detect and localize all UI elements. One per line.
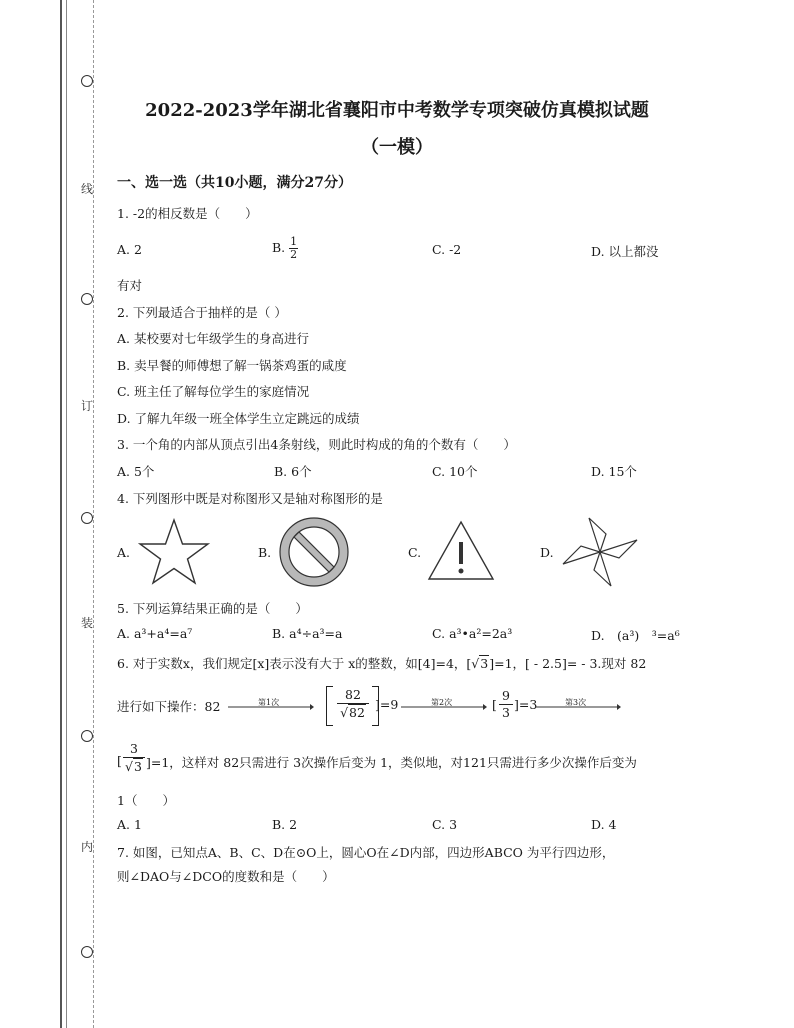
binding-hole-icon [81, 730, 93, 742]
fraction-denominator [337, 704, 369, 721]
option-d: D. 了解九年级一班全体学生立定跳远的成绩 [117, 411, 360, 426]
option-b: B. [258, 545, 272, 560]
fraction-denominator: 2 [290, 248, 298, 261]
binding-mark: 装 [81, 616, 94, 630]
fraction [123, 740, 145, 775]
binding-mark: 订 [81, 399, 94, 413]
operation-start: 进行如下操作：82 [117, 699, 221, 714]
sqrt-radicand: 3 [134, 759, 142, 774]
fraction-denominator: 3 [502, 705, 510, 720]
fraction-denominator [123, 758, 145, 775]
binding-hole-icon [81, 946, 93, 958]
question-stem: 5. 下列运算结果正确的是（ ） [117, 601, 308, 616]
binding-mark: 内 [81, 840, 94, 854]
option-d: D. 4 [591, 817, 617, 832]
binding-hole-icon [81, 75, 93, 87]
fraction-numerator: 82 [337, 686, 369, 704]
question-stem [117, 654, 646, 672]
sqrt-sign: √ [471, 656, 480, 671]
sqrt-sign: √ [340, 705, 349, 720]
option-a: A. 5个 [117, 464, 155, 479]
option-c: C. a³•a²=2a³ [432, 626, 513, 641]
question-text: ]=1，这样对 82只需进行 3次操作后变为 1，类似地，对121只需进行多少次操作后变为 [146, 755, 637, 770]
binding-hole-icon [81, 512, 93, 524]
option-d: D. 15个 [591, 464, 637, 479]
step-label: 第3次 [565, 698, 587, 707]
option-label: B. [272, 240, 290, 255]
option-c: C. -2 [432, 242, 462, 257]
section-heading: 一、选一选（共10小题，满分27分） [117, 175, 352, 191]
stem-text: ]=1，[ - 2.5]= - 3.现对 82 [489, 656, 647, 671]
question-stem: 1. -2的相反数是（ ） [117, 206, 258, 221]
sqrt-sign: √ [125, 759, 133, 774]
option-b: B. 卖早餐的师傅想了解一锅茶鸡蛋的咸度 [117, 358, 347, 373]
prohibition-sign-icon [277, 515, 351, 589]
question-stem: 7. 如图，已知点A、B、C、D在⊙O上，圆心O在∠D内部，四边形ABCO 为平行四边形， [117, 845, 615, 860]
result-text: ]=3 [514, 697, 538, 712]
fraction-numerator: 9 [499, 688, 513, 705]
result-text: ]=9 [375, 697, 399, 712]
binding-mark: 线 [81, 182, 94, 196]
binding-border-inner [66, 0, 67, 1028]
step-label: 第2次 [431, 698, 453, 707]
bracket-left: [ [117, 753, 122, 768]
fraction-numerator: 1 [290, 235, 298, 248]
option-b [272, 236, 298, 261]
question-text: 1（ ） [117, 793, 175, 808]
question-stem: 3. 一个角的内部从顶点引出4条射线，则此时构成的角的个数有（ ） [117, 437, 516, 452]
pinwheel-icon [559, 514, 641, 590]
option-d: D. (a³) ³=a⁶ [591, 628, 680, 643]
sqrt-radicand: 3 [480, 656, 489, 671]
option-d-continued: 有对 [117, 278, 143, 293]
warning-triangle-icon [427, 520, 495, 582]
binding-hole-icon [81, 293, 93, 305]
question-stem: 2. 下列最适合于抽样的是（ ） [117, 305, 287, 320]
option-c: C. [408, 545, 422, 560]
page-title: 2022-2023学年湖北省襄阳市中考数学专项突破仿真模拟试题 [145, 100, 649, 121]
fraction-numerator: 3 [123, 740, 145, 758]
step-label: 第1次 [258, 698, 280, 707]
question-stem-continued: 则∠DAO与∠DCO的度数和是（ ） [117, 869, 335, 884]
fraction [499, 688, 513, 721]
fraction [289, 236, 298, 261]
option-a: A. [117, 545, 131, 560]
option-d: D. 以上都没 [591, 244, 659, 259]
option-a: A. 某校要对七年级学生的身高进行 [117, 331, 309, 346]
option-d: D. [540, 545, 554, 560]
option-c: C. 10个 [432, 464, 478, 479]
question-stem: 4. 下列图形中既是对称图形又是轴对称图形的是 [117, 491, 383, 506]
binding-border [60, 0, 62, 1028]
option-a: A. 1 [117, 817, 142, 832]
bracket-left [326, 686, 333, 726]
star-icon [136, 518, 212, 586]
option-a: A. 2 [117, 242, 142, 257]
binding-dashed-line [93, 0, 94, 1028]
option-b: B. 6个 [274, 464, 312, 479]
option-b: B. 2 [272, 817, 298, 832]
stem-text: 6. 对于实数x，我们规定[x]表示没有大于 x的整数，如[4]=4，[ [117, 656, 472, 671]
option-c: C. 3 [432, 817, 458, 832]
option-c: C. 班主任了解每位学生的家庭情况 [117, 384, 310, 399]
fraction [337, 686, 369, 721]
option-a: A. a³+a⁴=a⁷ [117, 626, 193, 641]
page-subtitle: （一模） [361, 137, 433, 158]
option-b: B. a⁴÷a³=a [272, 626, 343, 641]
bracket-left: [ [492, 697, 497, 712]
sqrt-radicand: 82 [349, 705, 365, 720]
